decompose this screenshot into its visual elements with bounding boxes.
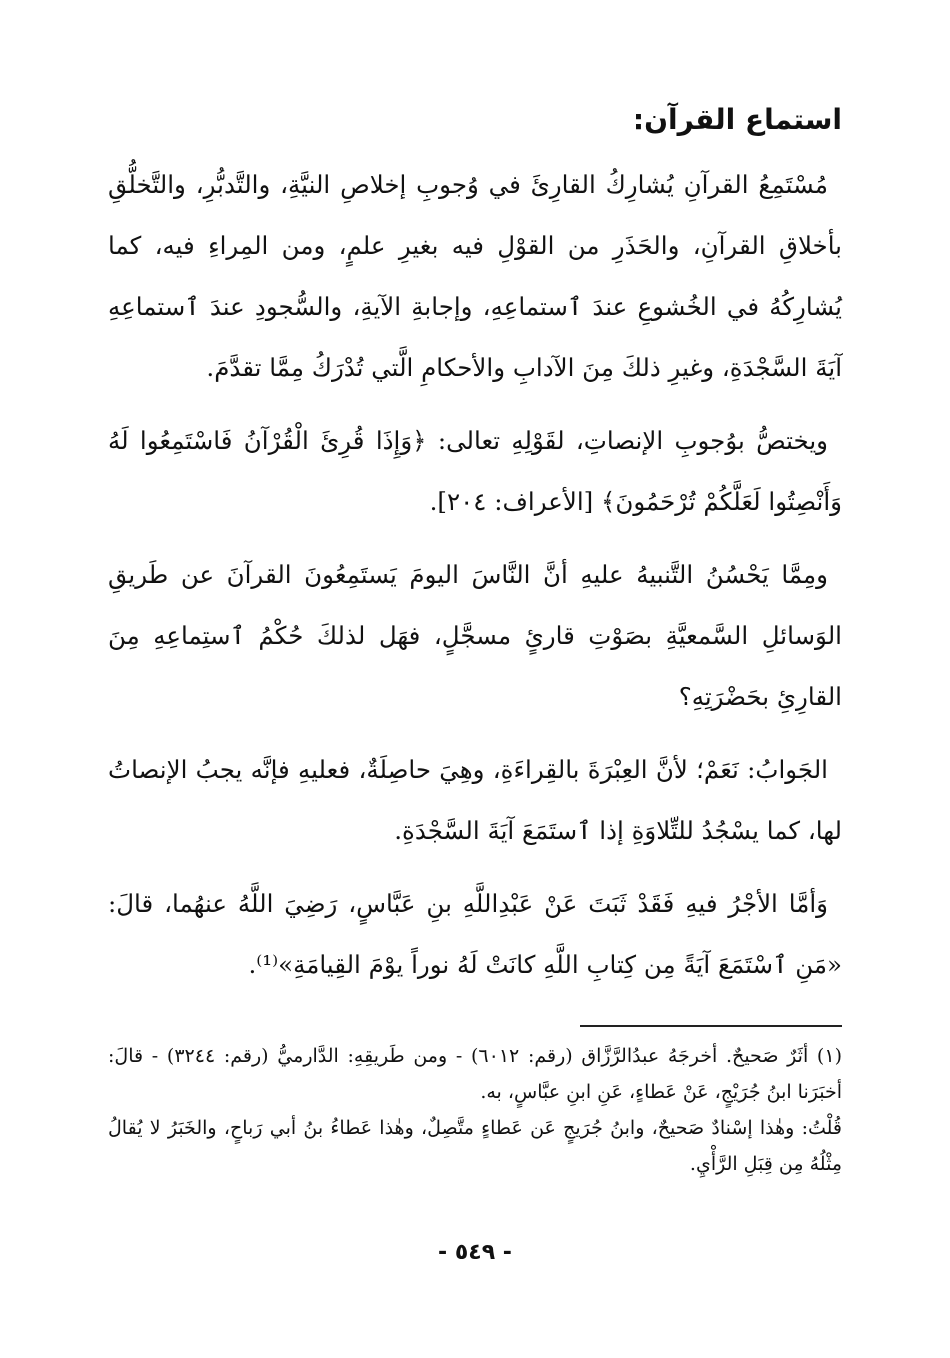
paragraph-answer: الجَوابُ: نَعَمْ؛ لأنَّ العِبْرَةَ بالقِراءَةِ، وهِيَ حاصِلَةٌ، فعليهِ فإنَّه يجبُ الإنصاتُ لها، كما يسْجُدُ للتِّلاوَةِ إذا ٱستَمَعَ آيَةَ السَّجْدَةِ. — [108, 755, 842, 845]
footnotes — [108, 1038, 842, 1182]
paragraph-audio-question: ومِمَّا يَحْسُنُ التَّنبيهُ عليهِ أنَّ النَّاسَ اليومَ يَستَمِعُونَ القرآنَ عن طَريقِ الوَسائلِ السَّمعيَّةِ بصَوْتِ قارئٍ مسجَّلٍ، فهَل لذلكَ حُكْمُ ٱستِماعِهِ مِنَ القارِئِ بحَضْرَتِهِ؟ — [108, 560, 842, 711]
footnote-1-comment: قُلْتُ: وهٰذا إسْنادٌ صَحيحٌ، وابنُ جُرَيجٍ عَن عَطاءٍ متَّصِلٌ، وهٰذا عَطاءُ بنُ أبي رَباحٍ، والخَبَرُ لا يُقالُ مِثْلُهُ مِن قِبَلِ الرَّأْيِ. — [108, 1117, 842, 1175]
main-text — [108, 100, 842, 1005]
footnote-1: (١) أثَرٌ صَحيحٌ. أخرجَهُ عبدُالرَّزَّاق (رقم: ٦٠١٢) - ومن طَريقِهِ: الدَّارميُّ (رقم: ٣٢٤٤) - قالَ: أخبَرَنا ابنُ جُرَيْجٍ، عَنْ عَطاءٍ، عَنِ ابنِ عبَّاسٍ، به. — [108, 1045, 842, 1103]
footnote-divider — [580, 1025, 842, 1027]
paragraph-intro: مُسْتَمِعُ القرآنِ يُشارِكُ القارِئَ في وُجوبِ إخلاصِ النيَّةِ، والتَّدبُّرِ، والتَّخلُّقِ بأخلاقِ القرآنِ، والحَذَرِ من القوْلِ فيه بغيرِ علمٍ، ومن المِراءِ فيه، كما يُشارِكُهُ في الخُشوعِ عندَ ٱستماعِهِ، وإجابةِ الآيةِ، والسُّجودِ عندَ ٱستماعِهِ آيَةَ السَّجْدَةِ، وغيرِ ذلكَ مِنَ الآدابِ والأحكامِ الَّتي تُدْرَكُ مِمَّا تقدَّمَ. — [108, 170, 842, 382]
page-number: - ٥٤٩ - — [438, 1240, 512, 1265]
paragraph-listening-obligation: ويختصُّ بوُجوبِ الإنصاتِ، لقَوْلِهِ تعالى: ﴿وَإِذَا قُرِئَ الْقُرْآنُ فَاسْتَمِعُوا لَهُ وَأَنْصِتُوا لَعَلَّكُمْ تُرْحَمُونَ﴾ [الأعراف: ٢٠٤]. — [108, 426, 842, 516]
section-heading: استماع القرآن: — [632, 103, 842, 136]
paragraph-reward-hadith: وَأمَّا الأجْرُ فيهِ فَقَدْ ثَبَتَ عَنْ عَبْدِاللَّهِ بنِ عَبَّاسٍ، رَضِيَ اللَّهُ عنهُما، قالَ: «مَنِ ٱسْتَمَعَ آيَةً مِن كِتابِ اللَّهِ كانَتْ لَهُ نوراً يوْمَ القِيامَةِ»⁽¹⁾. — [108, 889, 842, 979]
